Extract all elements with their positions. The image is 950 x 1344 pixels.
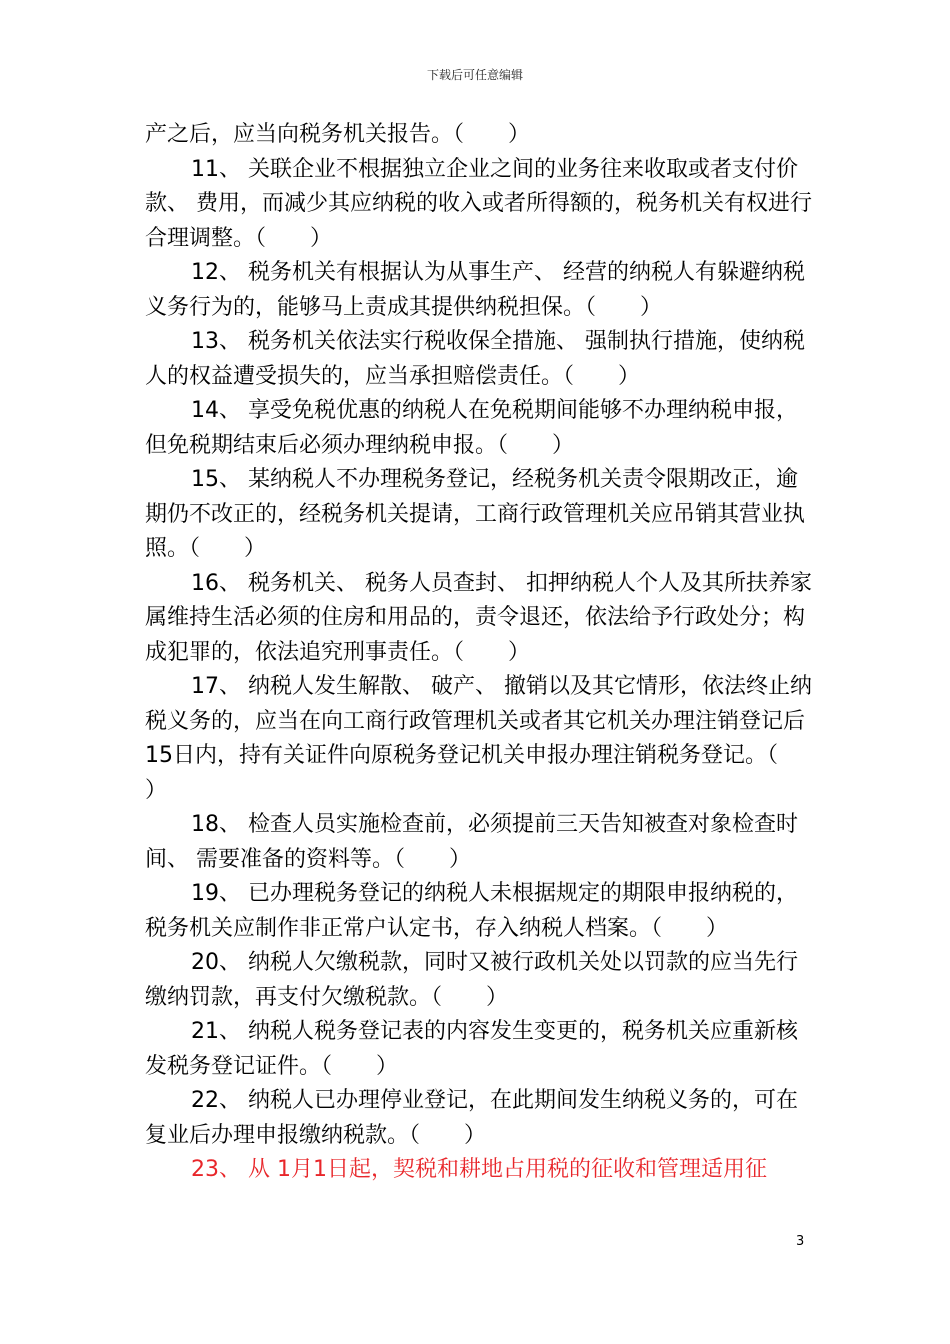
question-13: 13、 税务机关依法实行税收保全措施、 强制执行措施，使纳税人的权益遭受损失的，应当承担赔偿责任。（ ）: [145, 329, 805, 389]
question-18: 18、 检查人员实施检查前，必须提前三天告知被查对象检查时间、 需要准备的资料等。（ ）: [145, 812, 798, 872]
question-21: 21、 纳税人税务登记表的内容发生变更的，税务机关应重新核发税务登记证件。（ ）: [145, 1019, 798, 1079]
question-17: 17、 纳税人发生解散、 破产、 撤销以及其它情形，依法终止纳税义务的，应当在向工商行政管理机关或者其它机关办理注销登记后15日内，持有关证件向原税务登记机关申报办理注销税务登记。（ ）: [145, 674, 823, 803]
question-14: 14、 享受免税优惠的纳税人在免税期间能够不办理纳税申报，但免税期结束后必须办理纳税申报。（ ）: [145, 398, 798, 458]
question-22: 22、 纳税人已办理停业登记，在此期间发生纳税义务的，可在复业后办理申报缴纳税款。（ ）: [145, 1088, 798, 1148]
question-12: 12、 税务机关有根据认为从事生产、 经营的纳税人有躲避纳税义务行为的，能够马上责成其提供纳税担保。（ ）: [145, 260, 805, 320]
question-20: 20、 纳税人欠缴税款，同时又被行政机关处以罚款的应当先行缴纳罚款，再支付欠缴税款。（ ）: [145, 950, 798, 1010]
question-16: 16、 税务机关、 税务人员查封、 扣押纳税人个人及其所扶养家属维持生活必须的住房和用品的，责令退还，依法给予行政处分；构成犯罪的，依法追究刑事责任。（ ）: [145, 570, 812, 665]
paragraph-continuation: 产之后，应当向税务机关报告。（ ）: [145, 122, 531, 147]
question-11: 11、 关联企业不根据独立企业之间的业务往来收取或者支付价款、 费用，而减少其应纳税的收入或者所得额的，税务机关有权进行合理调整。（ ）: [145, 156, 812, 251]
question-15: 15、 某纳税人不办理税务登记，经税务机关责令限期改正，逾期仍不改正的，经税务机关提请，工商行政管理机关应吊销其营业执照。（ ）: [145, 467, 806, 561]
question-19: 19、 已办理税务登记的纳税人未根据规定的期限申报纳税的，税务机关应制作非正常户认定书，存入纳税人档案。（ ）: [145, 881, 798, 941]
page-header: 下载后可任意编辑: [426, 68, 523, 82]
document-body: [145, 118, 823, 1188]
question-23: 23、 从 1月1日起，契税和耕地占用税的征收和管理适用征: [191, 1157, 767, 1182]
page-number: 3: [796, 1234, 805, 1249]
